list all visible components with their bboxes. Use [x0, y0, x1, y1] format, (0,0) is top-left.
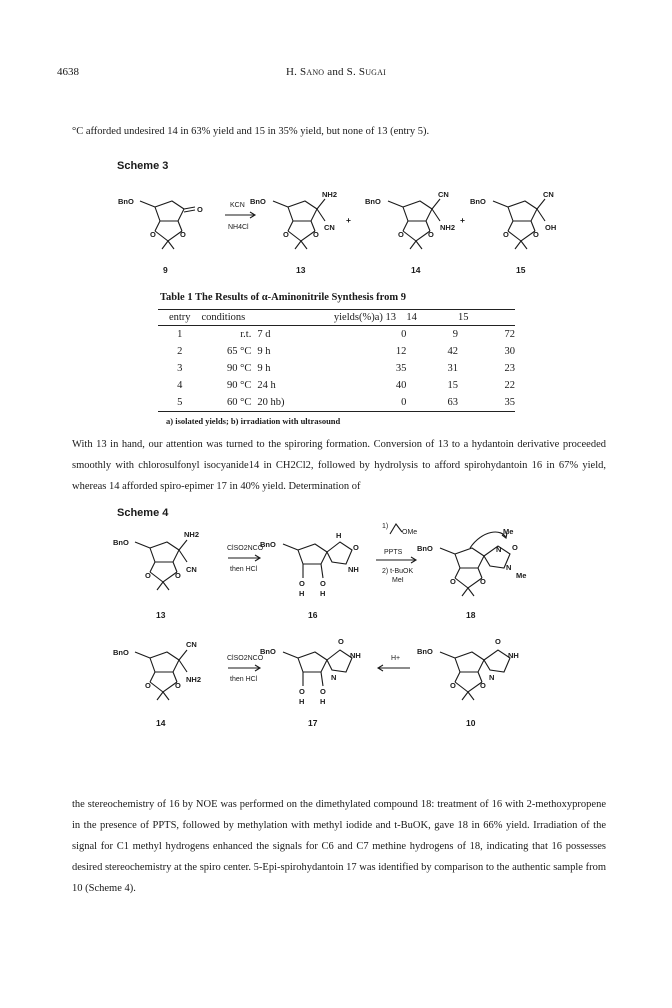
- svg-text:O: O: [283, 230, 289, 239]
- compound-18-label: 18: [466, 610, 476, 620]
- table-cell: 0: [401, 397, 407, 408]
- table-cell: 3: [177, 363, 183, 374]
- compound-14-label-s4: 14: [156, 718, 166, 728]
- svg-text:CN: CN: [438, 190, 449, 199]
- compound-16-label: 16: [308, 610, 318, 620]
- svg-text:CN: CN: [543, 190, 554, 199]
- svg-text:O: O: [313, 230, 319, 239]
- table-cell: 9: [452, 329, 459, 340]
- svg-text:O: O: [320, 687, 326, 696]
- table-cell: 1: [177, 329, 183, 340]
- table-cell: 5: [177, 397, 183, 408]
- scheme4-label: Scheme 4: [117, 507, 169, 519]
- compound-14-structure: [388, 199, 440, 249]
- reagent-hcl-c: then HCl: [230, 676, 258, 683]
- svg-text:OH: OH: [545, 223, 557, 232]
- svg-text:NH: NH: [348, 565, 359, 574]
- table-cell: 65 °C: [227, 346, 252, 357]
- svg-text:N: N: [331, 673, 337, 682]
- reagent-ppts: PPTS: [384, 549, 403, 556]
- table-cell: 35: [395, 363, 407, 374]
- table-cell: 7 d: [257, 329, 271, 340]
- svg-text:O: O: [145, 571, 151, 580]
- svg-text:O: O: [480, 681, 486, 690]
- reagent-clso2nco-c: ClSO2NCO: [227, 655, 264, 662]
- table-cell: 63: [447, 397, 459, 408]
- svg-text:Me: Me: [503, 527, 514, 536]
- svg-text:O: O: [197, 205, 203, 214]
- svg-text:NH2: NH2: [440, 223, 456, 232]
- svg-text:1): 1): [382, 523, 389, 530]
- svg-text:BnO: BnO: [118, 197, 134, 206]
- compound-10-label: 10: [466, 718, 476, 728]
- svg-text:BnO: BnO: [113, 538, 129, 547]
- svg-text:O: O: [398, 230, 404, 239]
- table-cell: r.t.: [240, 329, 252, 340]
- table-cell: 31: [447, 363, 459, 374]
- svg-text:CN: CN: [186, 565, 197, 574]
- svg-text:BnO: BnO: [417, 544, 433, 553]
- svg-text:O: O: [150, 230, 156, 239]
- compound-15-label: 15: [516, 265, 526, 275]
- svg-text:H: H: [320, 697, 326, 706]
- svg-text:+: +: [346, 215, 351, 225]
- table-cell: 22: [504, 380, 515, 391]
- compound-13-label-s4: 13: [156, 610, 166, 620]
- reagent-tbuok: 2) t-BuOK: [382, 568, 414, 575]
- table1: [158, 309, 515, 412]
- table-cell: 9 h: [257, 346, 271, 357]
- table-cell: 12: [395, 346, 407, 357]
- col-14: 14: [406, 312, 417, 323]
- compound-15-structure: [493, 199, 545, 249]
- svg-text:O: O: [503, 230, 509, 239]
- intro-paragraph: °C afforded undesired 14 in 63% yield and 15 in 35% yield, but none of 13 (entry 5).: [72, 126, 430, 137]
- svg-text:NH: NH: [508, 651, 519, 660]
- svg-text:CN: CN: [186, 640, 197, 649]
- reagent-nh4cl: NH4Cl: [228, 224, 249, 231]
- svg-text:O: O: [450, 681, 456, 690]
- table1-footnote: a) isolated yields; b) irradiation with ultrasound: [166, 416, 341, 426]
- compound-13-structure: [273, 199, 325, 249]
- svg-text:H: H: [336, 531, 342, 540]
- svg-text:O: O: [512, 543, 518, 552]
- svg-text:N: N: [496, 545, 502, 554]
- svg-text:H: H: [299, 697, 305, 706]
- svg-text:BnO: BnO: [365, 197, 381, 206]
- table-cell: 0: [401, 329, 407, 340]
- svg-text:O: O: [495, 637, 501, 646]
- table-cell: 90 °C: [227, 363, 252, 374]
- scheme3-graphic: [110, 185, 580, 285]
- table-cell: 42: [447, 346, 459, 357]
- scheme4-graphic: [110, 520, 590, 730]
- reagent-clso2nco-a: ClSO2NCO: [227, 545, 264, 552]
- svg-text:O: O: [180, 230, 186, 239]
- svg-text:+: +: [460, 215, 465, 225]
- svg-text:O: O: [353, 543, 359, 552]
- col-entry: entry: [168, 312, 191, 323]
- col-15: 15: [458, 312, 469, 323]
- svg-text:Me: Me: [516, 571, 527, 580]
- table-row: [158, 326, 515, 344]
- reagent-kcn: KCN: [230, 202, 245, 209]
- svg-text:O: O: [338, 637, 344, 646]
- reagent-hcl-a: then HCl: [230, 566, 258, 573]
- table-cell: 24 h: [257, 380, 276, 391]
- svg-text:O: O: [428, 230, 434, 239]
- svg-text:OMe: OMe: [402, 529, 418, 536]
- table-cell: 23: [504, 363, 515, 374]
- table-cell: 40: [395, 380, 407, 391]
- svg-text:O: O: [299, 579, 305, 588]
- svg-text:O: O: [299, 687, 305, 696]
- svg-text:BnO: BnO: [470, 197, 486, 206]
- svg-text:BnO: BnO: [260, 647, 276, 656]
- table1-caption: Table 1 The Results of α-Aminonitrile Synthesis from 9: [160, 292, 407, 303]
- svg-text:CN: CN: [324, 223, 335, 232]
- scheme3-label: Scheme 3: [117, 160, 169, 172]
- table-cell: 2: [177, 346, 183, 357]
- svg-text:BnO: BnO: [417, 647, 433, 656]
- svg-text:N: N: [506, 563, 512, 572]
- reagent-acid: H+: [391, 655, 401, 662]
- compound-13-label: 13: [296, 265, 306, 275]
- table-cell: 9 h: [257, 363, 271, 374]
- table-row: [158, 343, 515, 360]
- svg-text:NH2: NH2: [322, 190, 338, 199]
- body-paragraph-1: With 13 in hand, our attention was turned to the spiroring formation. Conversion of 13 to a hydantoin derivative proceeded smoothly with chlorosulfonyl isocyanide14 in CH2Cl2, followed by hydrolysis to afford spirohydantoin 16 in 67% yield, whereas 14 afforded spiro-epimer 17 in 40% yield. Determination of: [72, 439, 606, 492]
- svg-text:H: H: [299, 589, 305, 598]
- svg-text:BnO: BnO: [250, 197, 266, 206]
- compound-14-label: 14: [411, 265, 421, 275]
- svg-text:NH: NH: [350, 651, 361, 660]
- table-cell: 60 °C: [227, 397, 252, 408]
- compound-9-structure: [140, 201, 195, 249]
- table-cell: 72: [504, 329, 515, 340]
- svg-text:O: O: [175, 681, 181, 690]
- table-cell: 90 °C: [227, 380, 252, 391]
- table-header-row: [158, 310, 515, 326]
- table-cell: 20 hb): [257, 397, 285, 408]
- compound-17-label: 17: [308, 718, 318, 728]
- table-cell: 4: [177, 380, 183, 391]
- col-conditions: conditions: [201, 312, 246, 323]
- col-yields-13: yields(%)a) 13: [333, 312, 396, 323]
- svg-text:H: H: [320, 589, 326, 598]
- svg-text:O: O: [145, 681, 151, 690]
- compound-9-label: 9: [163, 265, 168, 275]
- table-row: [158, 394, 515, 412]
- table-row: [158, 360, 515, 377]
- svg-text:NH2: NH2: [186, 675, 202, 684]
- svg-text:O: O: [533, 230, 539, 239]
- body-paragraph-2: the stereochemistry of 16 by NOE was performed on the dimethylated compound 18: treatment of 16 with 2-methoxypropene in the presence of PPTS, followed by methylation with methyl iodide and t-BuOK, gave 18 in 66% yield. Irradiation of the signal for C1 methyl hydrogens enhanced the signals for C6 and C7 methine hydrogens of 18, indicating that 16 possesses desired stereochemistry at the spiro center. 5-Epi-spirohydantoin 17 was identified by comparison to the authentic sample from 10 (Scheme 4).: [72, 799, 606, 894]
- svg-text:O: O: [320, 579, 326, 588]
- running-header-authors: H. Sano and S. Sugai: [285, 66, 387, 78]
- svg-text:N: N: [489, 673, 495, 682]
- page-number: 4638: [57, 66, 79, 78]
- svg-text:O: O: [450, 577, 456, 586]
- reagent-mei: MeI: [392, 577, 404, 584]
- svg-text:O: O: [480, 577, 486, 586]
- table-row: [158, 377, 515, 394]
- svg-text:NH2: NH2: [184, 530, 200, 539]
- table-cell: 30: [504, 346, 515, 357]
- svg-text:BnO: BnO: [113, 648, 129, 657]
- table-cell: 35: [504, 397, 515, 408]
- table-cell: 15: [447, 380, 459, 391]
- svg-text:O: O: [175, 571, 181, 580]
- svg-text:BnO: BnO: [260, 540, 276, 549]
